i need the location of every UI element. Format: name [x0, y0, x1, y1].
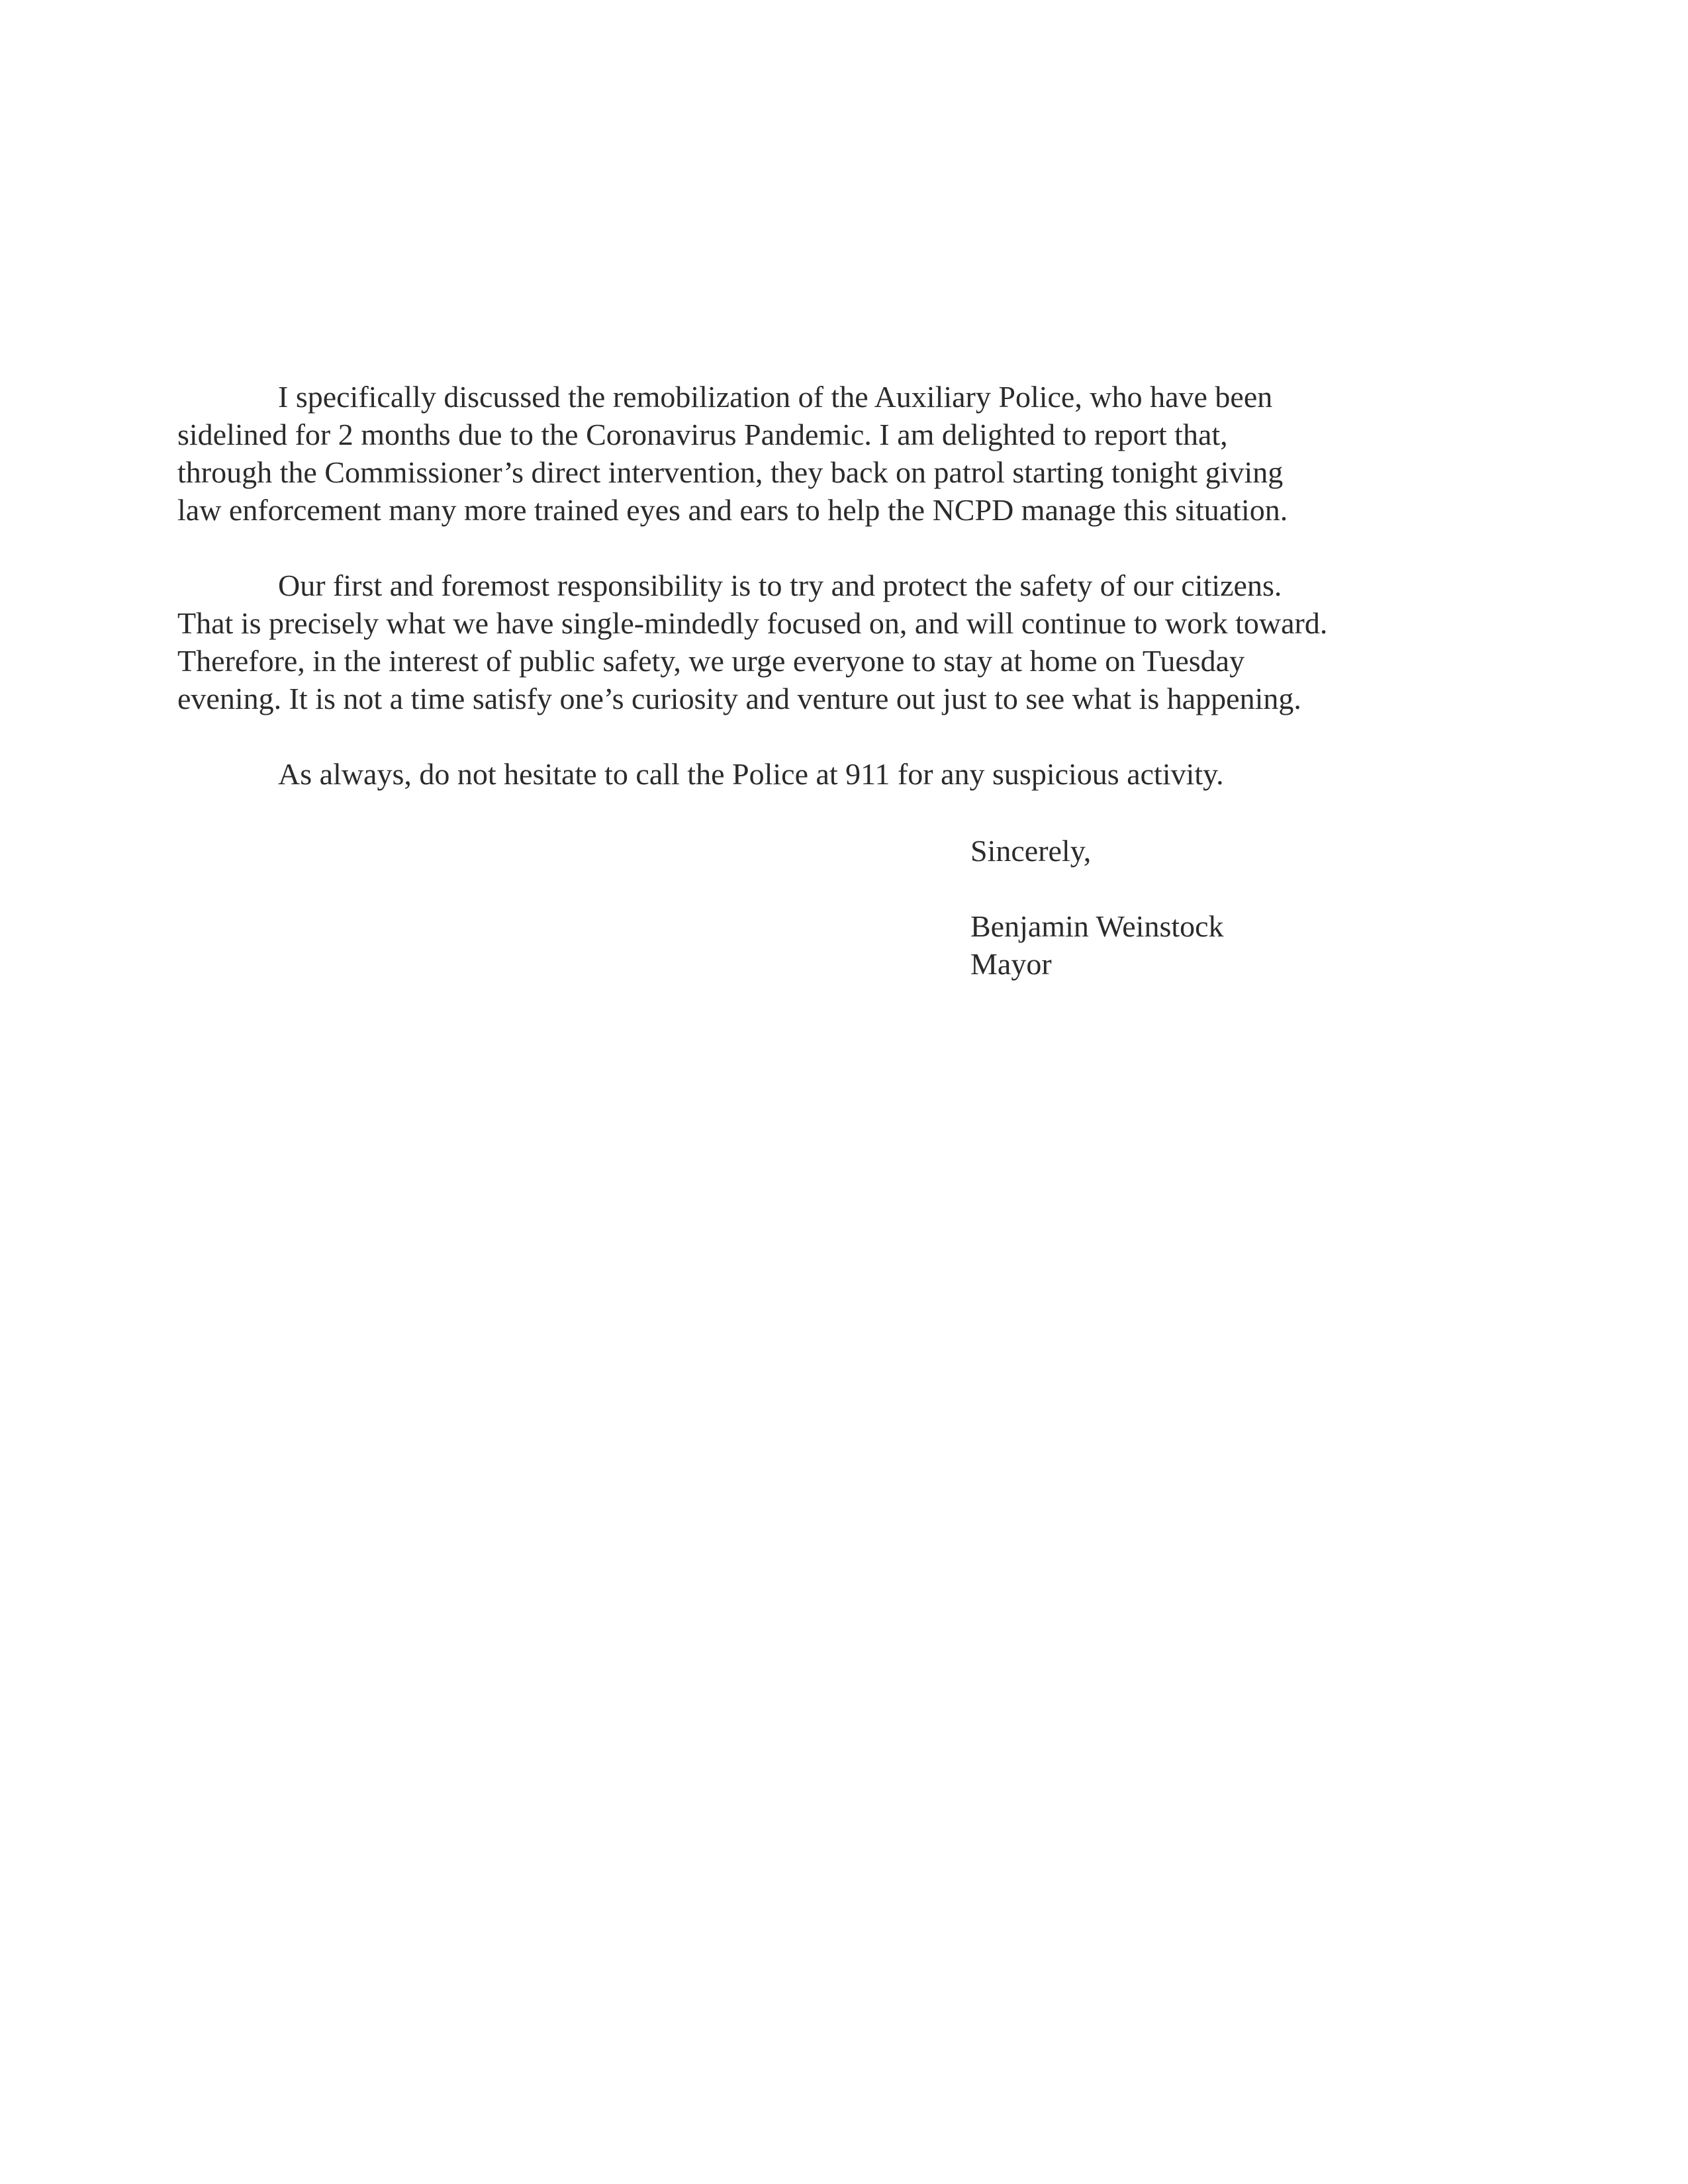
closing-salutation: Sincerely, [970, 834, 1092, 868]
paragraph-line: I specifically discussed the remobilization of the Auxiliary Police, who have been [278, 380, 1273, 414]
paragraph-line: Our first and foremost responsibility is to try and protect the safety of our citizens. [278, 569, 1282, 602]
paragraph-line: That is precisely what we have single-mindedly focused on, and will continue to work toward. [177, 606, 1328, 640]
paragraph-line: Therefore, in the interest of public safety, we urge everyone to stay at home on Tuesday [177, 644, 1245, 678]
paragraph-public-safety [177, 567, 1475, 717]
signer-title: Mayor [970, 947, 1052, 981]
signer-name: Benjamin Weinstock [970, 909, 1224, 943]
paragraph-line: evening. It is not a time satisfy one’s curiosity and venture out just to see what is happening. [177, 682, 1301, 715]
paragraph-line: sidelined for 2 months due to the Coronavirus Pandemic. I am delighted to report that, [177, 418, 1228, 451]
paragraph-line: As always, do not hesitate to call the Police at 911 for any suspicious activity. [278, 757, 1224, 791]
letter-closing [970, 832, 1224, 983]
paragraph-auxiliary-police [177, 378, 1475, 529]
paragraph-call-police [177, 755, 1475, 793]
paragraph-line: law enforcement many more trained eyes and ears to help the NCPD manage this situation. [177, 493, 1288, 527]
paragraph-line: through the Commissioner’s direct intervention, they back on patrol starting tonight giving [177, 455, 1284, 489]
letter-body [177, 378, 1475, 831]
